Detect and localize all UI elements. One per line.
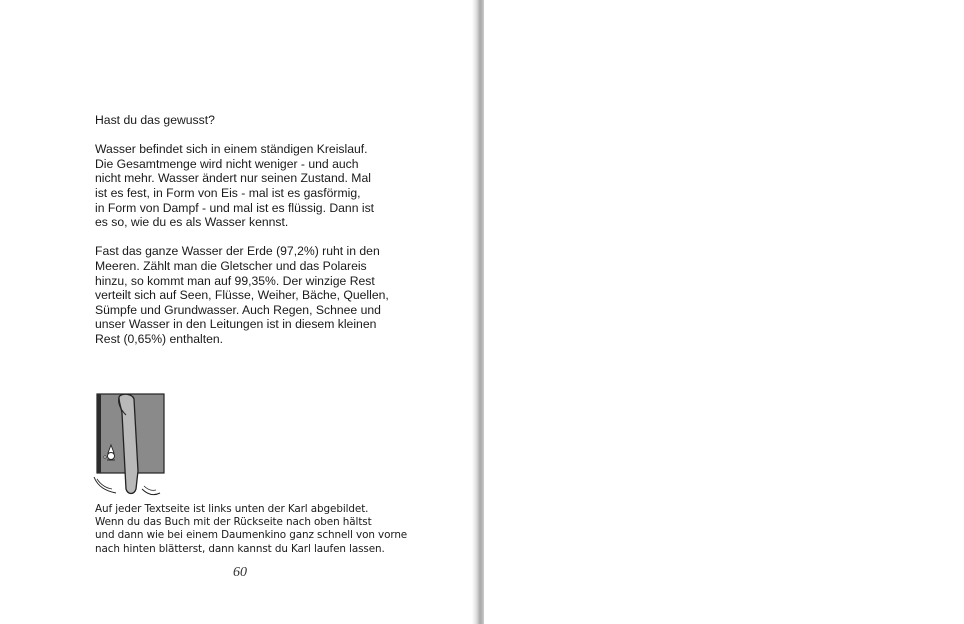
left-page — [0, 0, 476, 624]
page-heading: Hast du das gewusst? — [95, 113, 215, 127]
flipbook-karl-icon — [92, 393, 172, 499]
paragraph-water-distribution: Fast das ganze Wasser der Erde (97,2%) ruht in den Meeren. Zählt man die Gletscher und das Polareis hinzu, so kommt man auf 99,35%. Der winzige Rest verteilt sich auf Seen, Flüsse, Weiher, Bäche, Quellen, Sümpfe und Grundwasser. Auch Regen, Schnee und unser Wasser in den Leitungen ist in diesem kleinen Rest (0,65%) enthalten. — [95, 244, 389, 346]
main-text — [95, 113, 405, 361]
paragraph-water-cycle: Wasser befindet sich in einem ständigen Kreislauf. Die Gesamtmenge wird nicht weniger - und auch nicht mehr. Wasser ändert nur seinen Zustand. Mal ist es fest, in Form von Eis - mal ist es gasförmig, in Form von Dampf - und mal ist es flüssig. Dann ist es so, wie du es als Wasser kennst. — [95, 142, 375, 230]
flipbook-caption: Auf jeder Textseite ist links unten der Karl abgebildet. Wenn du das Buch mit der Rückseite nach oben hältst und dann wie bei einem Daumenkino ganz schnell von vorne nach hinten blätterst, dann kannst du Karl laufen lassen. — [95, 503, 408, 555]
right-page-blank — [484, 0, 964, 624]
page-number: 60 — [233, 565, 247, 580]
